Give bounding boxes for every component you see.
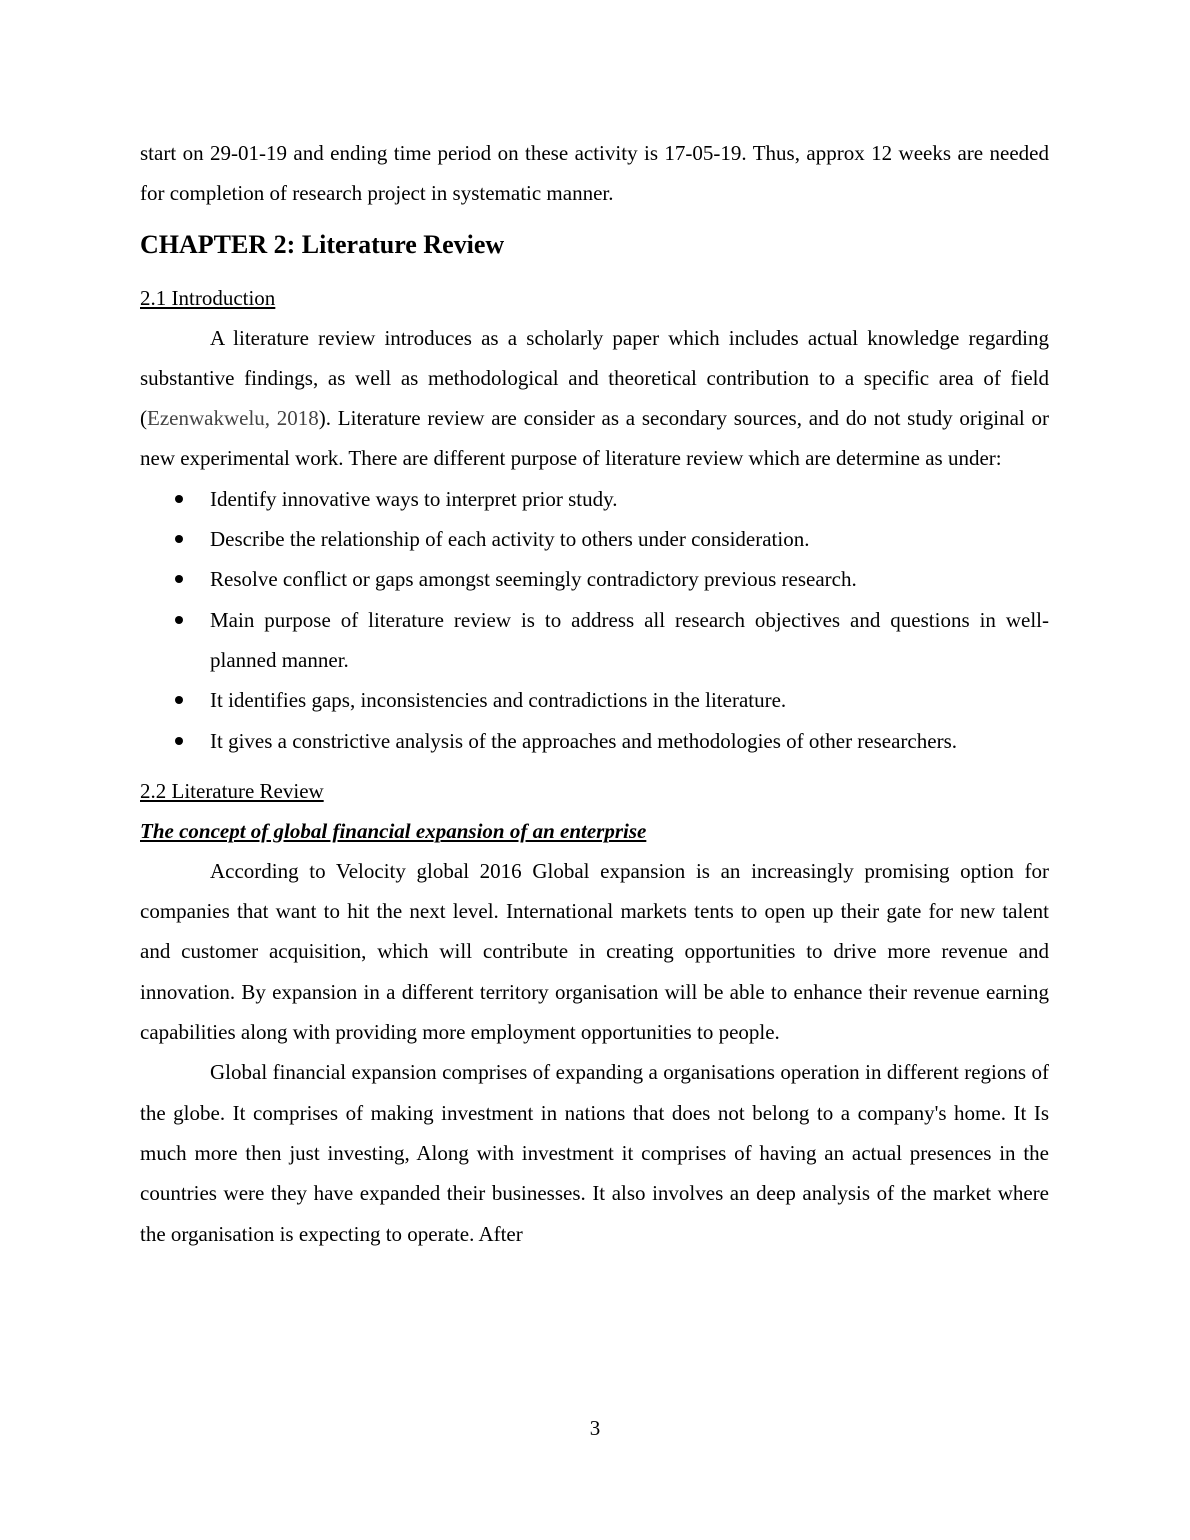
intro-text-after-citation: ). Literature review are consider as a secondary sources, and do not study original or new experimental work. There are different purpose of literature review which are determine as under: <box>140 406 1050 471</box>
review-paragraph-1: According to Velocity global 2016 Global expansion is an increasingly promising option for companies that want to hit the next level. International markets tents to open up their gate for new talent and customer acquisition, which will contribute in creating opportunities to drive more revenue and innovation. By expansion in a different territory organisation will be able to enhance their revenue earning capabilities along with providing more employment opportunities to people. <box>140 858 1049 1045</box>
purpose-bullet-list <box>140 479 1049 761</box>
list-item <box>140 600 1049 681</box>
bullet-icon <box>175 616 183 624</box>
list-item-text: Describe the relationship of each activity to others under consideration. <box>210 527 810 552</box>
list-item-text: It gives a constrictive analysis of the approaches and methodologies of other researchers. <box>210 728 957 753</box>
introduction-paragraph <box>140 318 1049 479</box>
section-heading-literature-review <box>140 771 1049 811</box>
list-item <box>140 519 1049 559</box>
list-item-text: Identify innovative ways to interpret prior study. <box>210 486 618 511</box>
chapter-title: CHAPTER 2: Literature Review <box>140 229 505 259</box>
section-heading-literature-review-text: 2.2 Literature Review <box>140 778 324 803</box>
bullet-icon <box>175 495 183 503</box>
list-item-text: It identifies gaps, inconsistencies and contradictions in the literature. <box>210 688 787 713</box>
list-item-text: Main purpose of literature review is to address all research objectives and questions in well-planned manner. <box>210 607 1049 672</box>
continuation-paragraph: start on 29-01-19 and ending time period on these activity is 17-05-19. Thus, approx 12 weeks are needed for completion of research project in systematic manner. <box>140 141 1049 206</box>
list-item-text: Resolve conflict or gaps amongst seemingly contradictory previous research. <box>210 567 857 592</box>
list-item <box>140 721 1049 761</box>
list-item <box>140 680 1049 720</box>
bullet-icon <box>175 535 183 543</box>
intro-text-before-citation: A literature review introduces as a scholarly paper which includes actual knowledge regarding substantive findings, as well as methodological and theoretical contribution to a specific area of field ( <box>140 325 1049 431</box>
page-number: 3 <box>589 1416 601 1440</box>
bullet-icon <box>175 575 183 583</box>
review-paragraph-2: Global financial expansion comprises of expanding a organisations operation in different regions of the globe. It comprises of making investment in nations that does not belong to a company's home. It Is much more then just investing, Along with investment it comprises of having an actual presences in the countries were they have expanded their businesses. It also involves an deep analysis of the market where the organisation is expecting to operate. After <box>140 1060 1049 1246</box>
bullet-icon <box>175 737 183 745</box>
list-item <box>140 479 1049 519</box>
page-content <box>140 133 1049 1254</box>
citation: Ezenwakwelu, 2018 <box>147 406 319 431</box>
subsection-heading <box>140 811 1049 851</box>
section-heading-introduction <box>140 278 1049 318</box>
list-item <box>140 559 1049 599</box>
bullet-icon <box>175 696 183 704</box>
section-heading-introduction-text: 2.1 Introduction <box>140 285 276 310</box>
subsection-heading-text: The concept of global financial expansion of an enterprise <box>140 818 647 843</box>
